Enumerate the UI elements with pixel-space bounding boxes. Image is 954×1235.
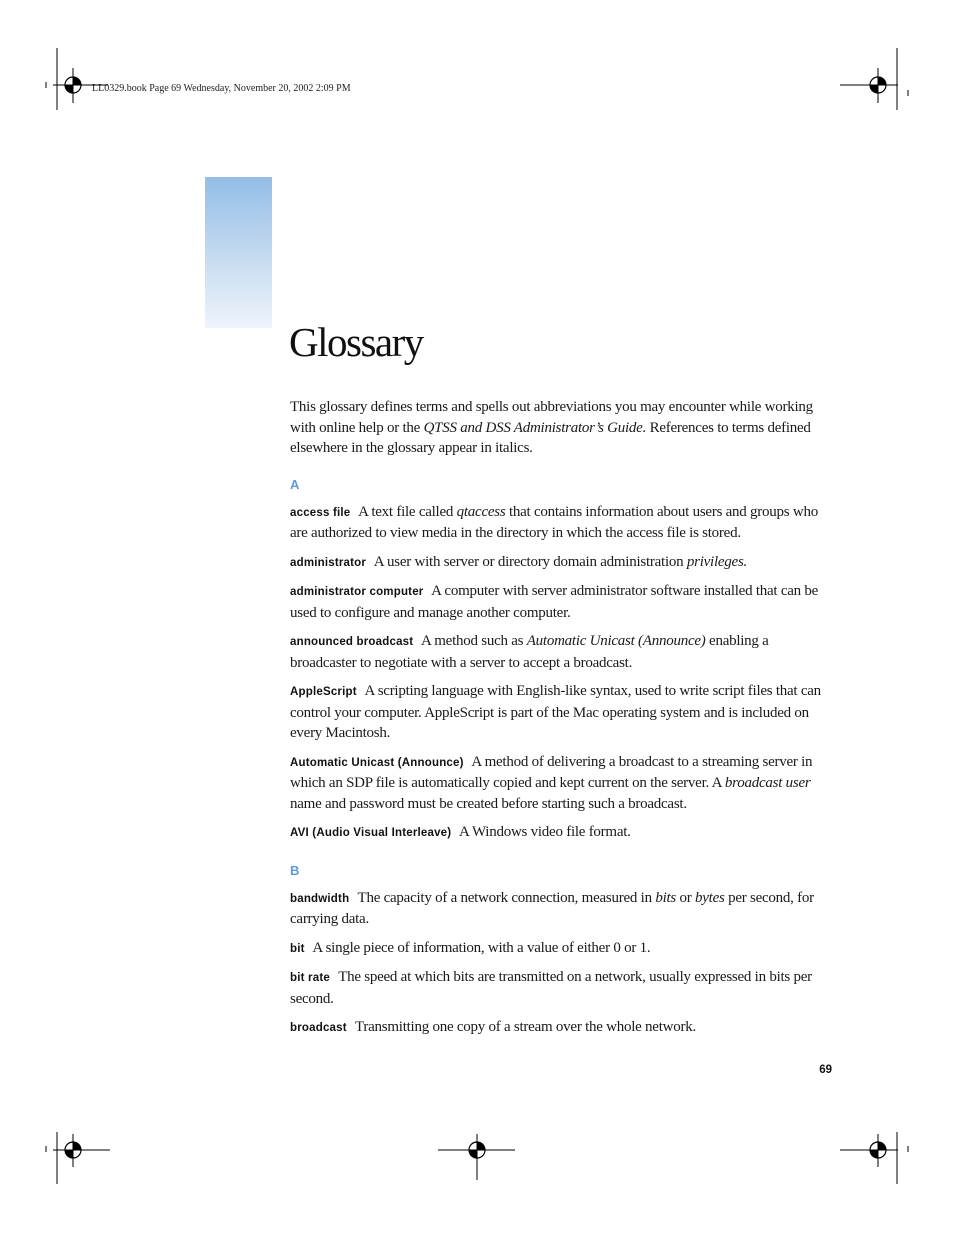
glossary-definition (290, 890, 814, 928)
glossary-term: AVI (Audio Visual Interleave) (290, 827, 452, 839)
glossary-entry (290, 581, 835, 623)
glossary-term: Automatic Unicast (Announce) (290, 756, 464, 769)
definition-italic-term: bits (655, 889, 677, 906)
definition-text: A computer with server administrator software installed that can be used to configure and manage another computer. (290, 583, 819, 621)
glossary-term: access file (290, 506, 351, 519)
glossary-entry (290, 822, 835, 844)
glossary-entry (290, 631, 835, 673)
glossary-term: bit (290, 942, 305, 955)
definition-text: A scripting language with English-like syntax, used to write script files that can control your computer. AppleScript is part of the Mac operating system and is included on every Macintosh. (290, 683, 821, 741)
intro-text: This glossary defines terms and spells out abbreviations you may encounter while working with online help or the (290, 399, 813, 436)
definition-text: A method such as (420, 633, 527, 649)
glossary-entry (290, 552, 835, 574)
glossary-definition (290, 683, 821, 741)
definition-text: A single piece of information, with a value of either 0 or 1. (312, 939, 651, 956)
glossary-term: AppleScript (290, 686, 357, 698)
registration-mark-bottom-right (840, 1132, 915, 1187)
definition-text: per second, for carrying data. (290, 889, 814, 927)
intro-paragraph (290, 397, 835, 459)
definition-italic-term: bytes (695, 889, 725, 906)
intro-text-end: References to terms defined elsewhere in the glossary appear in italics. (290, 419, 811, 456)
definition-italic-term: qtaccess (456, 503, 506, 520)
definition-italic-term: privileges. (686, 553, 748, 570)
glossary-definition (459, 824, 631, 840)
glossary-entry (290, 502, 835, 544)
definition-text: The capacity of a network connection, measured in (357, 889, 656, 906)
definition-text: enabling a broadcaster to negotiate with a server to accept a broadcast. (290, 633, 769, 671)
glossary-term: bandwidth (290, 892, 350, 905)
definition-text: or (676, 889, 696, 906)
definition-text: A user with server or directory domain administration (373, 553, 687, 570)
glossary-definition (374, 554, 747, 570)
glossary-definition (355, 1019, 696, 1035)
registration-mark-bottom-left (38, 1132, 113, 1187)
glossary-sections (290, 477, 835, 1039)
intro-italic-title: QTSS and DSS Administrator’s Guide. (423, 419, 647, 436)
glossary-content (290, 397, 835, 1047)
registration-mark-bottom-center (438, 1132, 518, 1187)
glossary-entry (290, 938, 835, 960)
registration-mark-top-right (840, 48, 915, 118)
definition-text: A method of delivering a broadcast to a streaming server in which an SDP file is automatically copied and kept current on the server. A (290, 753, 813, 791)
glossary-term: administrator computer (290, 586, 424, 598)
glossary-entry (290, 1017, 835, 1039)
glossary-term: broadcast (290, 1022, 347, 1034)
definition-text: name and password must be created before starting such a broadcast. (290, 795, 687, 812)
glossary-entry (290, 967, 835, 1009)
definition-text: A Windows video file format. (459, 824, 631, 840)
glossary-definition (290, 969, 812, 1007)
glossary-definition (290, 504, 818, 542)
glossary-term: bit rate (290, 972, 330, 984)
glossary-term: announced broadcast (290, 636, 414, 648)
chapter-color-tab (205, 177, 272, 328)
book-file-info: LL0329.book Page 69 Wednesday, November 20, 2002 2:09 PM (92, 83, 351, 94)
definition-italic-term: broadcast user (724, 775, 811, 791)
page-title: Glossary (289, 319, 423, 365)
glossary-entry (290, 752, 835, 815)
page-number: 69 (819, 1064, 832, 1076)
definition-text: The speed at which bits are transmitted on a network, usually expressed in bits per second. (290, 969, 812, 1007)
definition-italic-term: Automatic Unicast (Announce) (526, 633, 706, 649)
section-letter: B (290, 862, 300, 878)
section-letter: A (290, 476, 300, 492)
definition-text: A text file called (358, 503, 457, 520)
glossary-entry (290, 888, 835, 930)
glossary-definition (312, 940, 650, 956)
definition-text: Transmitting one copy of a stream over the whole network. (355, 1019, 696, 1035)
definition-text: that contains information about users and groups who are authorized to view media in the directory in which the access file is stored. (290, 503, 818, 541)
registration-mark-top-left (38, 48, 108, 118)
glossary-entry (290, 681, 835, 744)
glossary-term: administrator (290, 556, 367, 569)
